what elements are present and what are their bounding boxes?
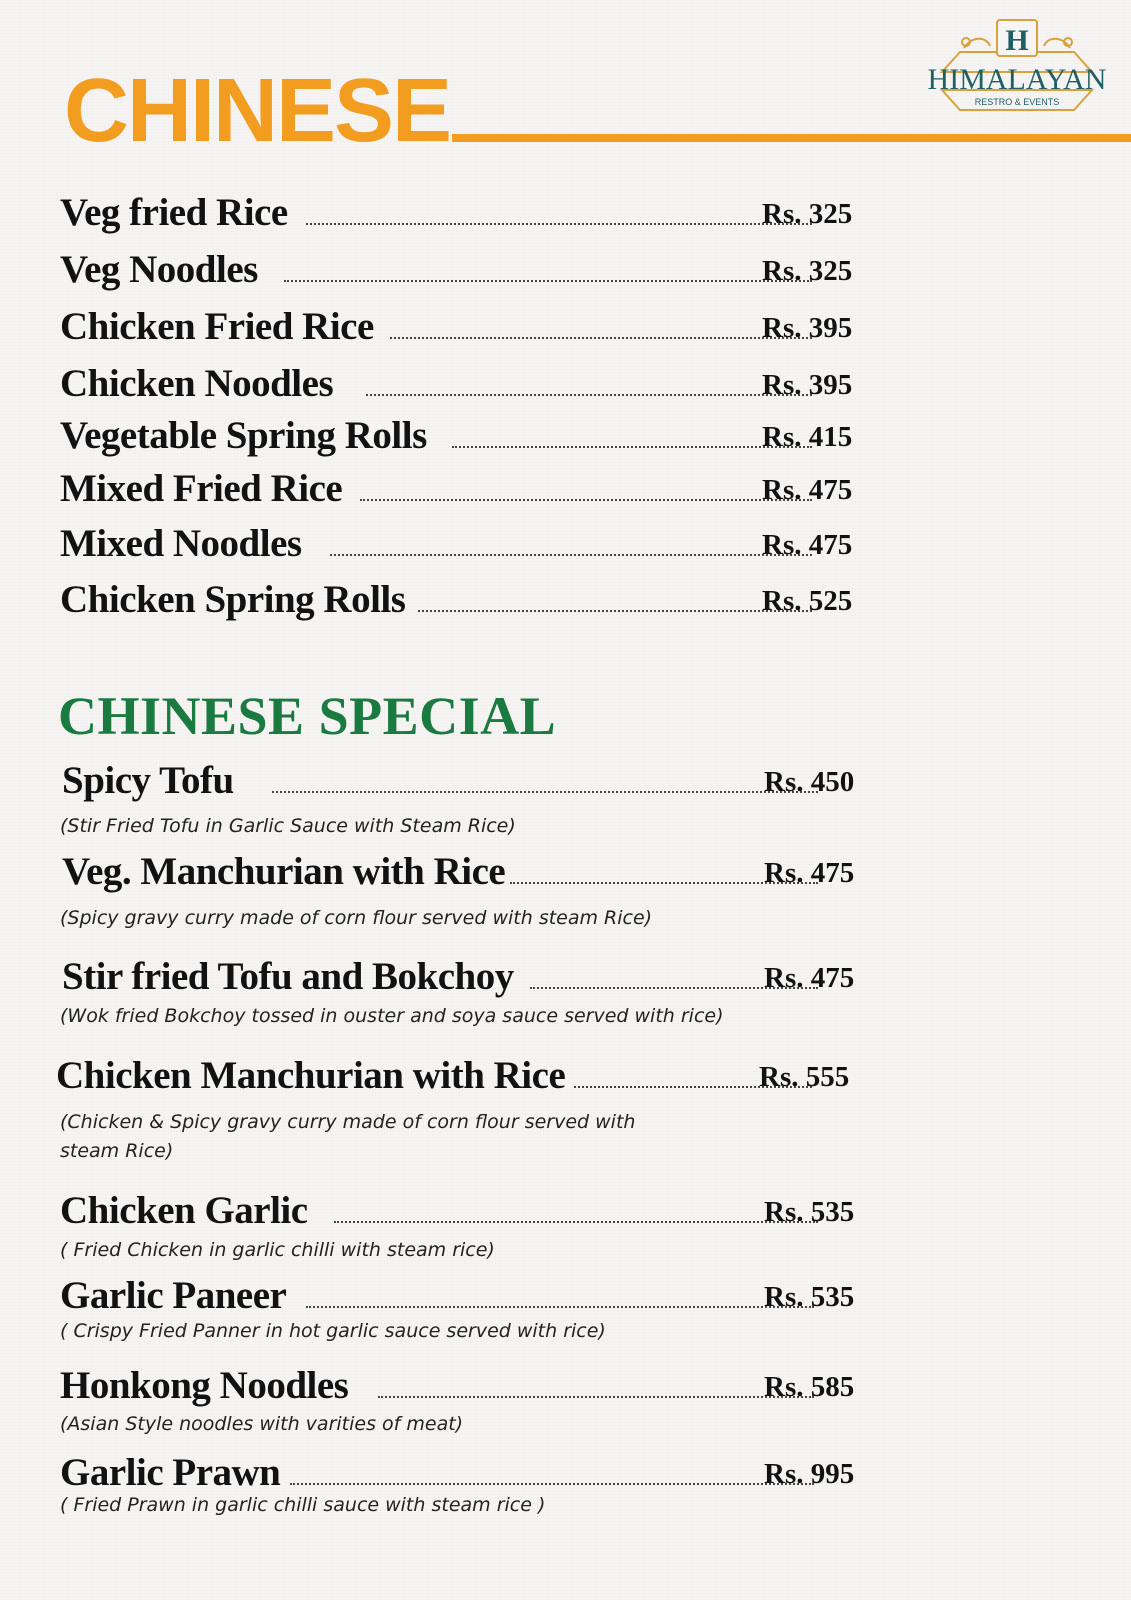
item-price: Rs. 325 xyxy=(762,198,853,230)
item-name: Chicken Noodles xyxy=(60,362,334,405)
item-name: Garlic Prawn xyxy=(60,1451,281,1494)
item-name: Spicy Tofu xyxy=(62,759,234,802)
item-name: Veg Noodles xyxy=(60,248,258,291)
item-name: Mixed Fried Rice xyxy=(60,467,343,510)
item-price: Rs. 535 xyxy=(764,1281,855,1313)
item-price: Rs. 325 xyxy=(762,255,853,287)
item-name: Veg fried Rice xyxy=(60,191,288,234)
section-title-chinese: CHINESE xyxy=(64,61,451,161)
item-price: Rs. 585 xyxy=(764,1371,855,1403)
section-title-chinese-special: CHINESE SPECIAL xyxy=(58,686,557,746)
item-name: Chicken Manchurian with Rice xyxy=(56,1054,566,1097)
item-name: Vegetable Spring Rolls xyxy=(60,414,427,457)
dotted-leader xyxy=(390,337,812,339)
item-name: Honkong Noodles xyxy=(60,1364,349,1407)
dotted-leader xyxy=(290,1483,814,1485)
item-description: ( Fried Prawn in garlic chilli sauce with steam rice ) xyxy=(60,1494,546,1516)
logo-name: HIMALAYAN xyxy=(927,63,1107,96)
item-price: Rs. 475 xyxy=(764,962,855,994)
item-price: Rs. 475 xyxy=(762,474,853,506)
item-price: Rs. 475 xyxy=(762,529,853,561)
dotted-leader xyxy=(378,1396,814,1398)
item-name: Garlic Paneer xyxy=(60,1274,287,1317)
item-name: Veg. Manchurian with Rice xyxy=(62,850,506,893)
dotted-leader xyxy=(272,791,818,793)
item-price: Rs. 395 xyxy=(762,312,853,344)
item-price: Rs. 475 xyxy=(764,857,855,889)
item-description: (Chicken & Spicy gravy curry made of corn flour served with steam Rice) xyxy=(60,1111,636,1162)
logo-monogram: H xyxy=(1005,24,1029,57)
logo-tagline: RESTRO & EVENTS xyxy=(974,97,1060,107)
item-description: (Asian Style noodles with varities of meat) xyxy=(60,1413,464,1435)
item-description: (Spicy gravy curry made of corn flour served with steam Rice) xyxy=(60,907,653,929)
brand-logo xyxy=(924,18,1110,114)
item-price: Rs. 525 xyxy=(762,585,853,617)
dotted-leader xyxy=(334,1221,818,1223)
item-description: ( Fried Chicken in garlic chilli with steam rice) xyxy=(60,1239,495,1261)
logo-emblem xyxy=(924,18,1110,114)
item-price: Rs. 395 xyxy=(762,369,853,401)
dotted-leader xyxy=(306,223,812,225)
dotted-leader xyxy=(366,394,812,396)
item-price: Rs. 535 xyxy=(764,1196,855,1228)
dotted-leader xyxy=(306,1306,814,1308)
dotted-leader xyxy=(360,499,812,501)
item-price: Rs. 415 xyxy=(762,421,853,453)
item-name: Mixed Noodles xyxy=(60,522,302,565)
dotted-leader xyxy=(284,280,812,282)
item-name: Chicken Spring Rolls xyxy=(60,578,406,621)
item-description: (Stir Fried Tofu in Garlic Sauce with Steam Rice) xyxy=(60,815,516,837)
item-price: Rs. 450 xyxy=(764,766,855,798)
item-name: Chicken Garlic xyxy=(60,1189,308,1232)
dotted-leader xyxy=(452,446,812,448)
dotted-leader xyxy=(330,554,812,556)
item-name: Stir fried Tofu and Bokchoy xyxy=(62,955,514,998)
item-description: ( Crispy Fried Panner in hot garlic sauce served with rice) xyxy=(60,1320,606,1342)
dotted-leader xyxy=(418,610,812,612)
item-price: Rs. 555 xyxy=(759,1061,850,1093)
title-divider xyxy=(452,134,1131,142)
item-name: Chicken Fried Rice xyxy=(60,305,374,348)
item-description: (Wok fried Bokchoy tossed in ouster and soya sauce served with rice) xyxy=(60,1005,724,1027)
item-price: Rs. 995 xyxy=(764,1458,855,1490)
